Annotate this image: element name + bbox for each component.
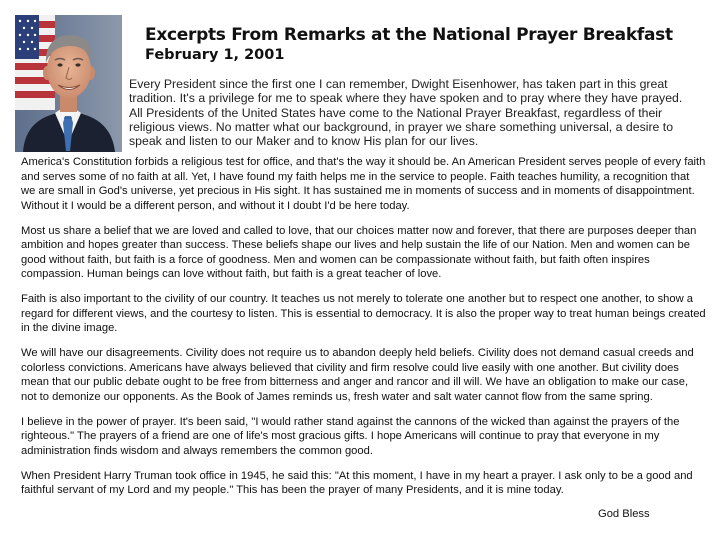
speech-body [21,155,706,508]
document-date: February 1, 2001 [145,47,285,63]
paragraph-prayer: I believe in the power of prayer. It's been said, "I would rather stand against the cannons of the wicked than against the prayers of the righteous." The prayers of a friend are one of life's most gracious gifts. I hope Americans will continue to pray that everyone in my administration finds wisdom and always remembers the common good. [21,415,680,457]
lead-paragraph: Every President since the first one I can remember, Dwight Eisenhower, has taken part in this great tradition. It's a privilege for me to speak where they have spoken and to pray where they have prayed. All Presidents of the United States have come to the National Prayer Breakfast, regardless of their religious views. No matter what our background, in prayer we share something universal, a desire to speak and listen to our Maker and to know His plan for our lives. [129,77,683,149]
document-title: Excerpts From Remarks at the National Prayer Breakfast [145,25,673,45]
paragraph-truman: When President Harry Truman took office in 1945, he said this: "At this moment, I have in my heart a prayer. I ask only to be a good and faithful servant of my Lord and my people." This has been the prayer of many Presidents, and it is mine today. [21,469,693,496]
closing-line: God Bless [598,508,650,520]
portrait-illustration [15,15,122,152]
speaker-portrait [15,15,122,152]
paragraph-constitution: America's Constitution forbids a religious test for office, and that's the way it should be. An American President serves people of every faith and serves some of no faith at all. Yet, I have found my faith helps me in the service to people. Faith teaches humility, a recognition that we are small in God's universe, yet precious in His sight. It has sustained me in moments of success and in moments of disappointment. Without it I would be a different person, and without it I doubt I'd be here today. [21,156,706,212]
paragraph-shared-belief: Most us share a belief that we are loved and called to love, that our choices matter now and forever, that there are purposes deeper than ambition and hopes greater than success. These beliefs shape our lives and help sustain the life of our Nation. Men and women can be good without faith, but faith is a force of goodness. Men and women can be compassionate without faith, but faith often inspires compassion. Human beings can love without faith, but faith is a great teacher of love. [21,224,697,280]
paragraph-civility: Faith is also important to the civility of our country. It teaches us not merely to tolerate one another but to respect one another, to show a regard for different views, and the courtesy to listen. This is essential to democracy. It is also the proper way to treat human beings created in the divine image. [21,293,706,334]
paragraph-disagreements: We will have our disagreements. Civility does not require us to abandon deeply held beliefs. Civility does not demand casual creeds and colorless convictions. Americans have always believed that civility and firm resolve could live easily with one another. But civility does mean that our public debate ought to be free from bitterness and anger and rancor and ill will. We have an obligation to make our case, not to demonize our opponents. As the Book of James reminds us, fresh water and salt water cannot flow from the same spring. [21,347,694,403]
